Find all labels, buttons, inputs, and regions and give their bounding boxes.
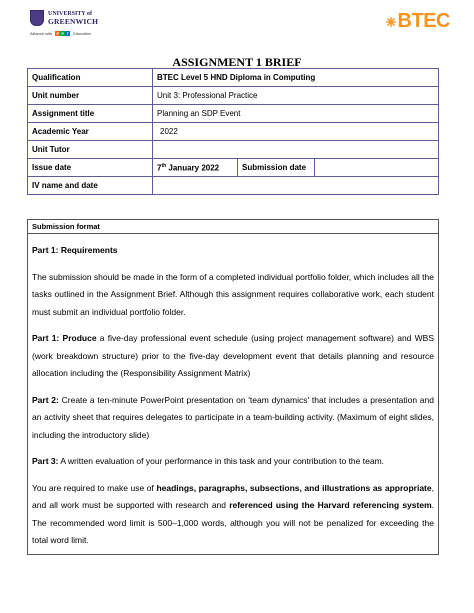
table-row [28,159,439,177]
part1-requirements-heading: Part 1: Requirements [32,245,118,255]
crest-icon [30,10,44,26]
page-title: ASSIGNMENT 1 BRIEF [172,55,302,69]
submission-date-label: Submission date [238,159,315,177]
part2-paragraph [32,392,434,445]
part3-paragraph [32,453,434,471]
req-text-e: . The recommended word limit is 500–1,000 words, although you will not be penalized for exceeding the total word limit. [32,500,434,545]
issue-date-label: Issue date [28,159,153,177]
unit-number-label: Unit number [28,87,153,105]
issue-rest: January 2022 [166,163,220,173]
unit-tutor-value [153,141,439,159]
req-text-a: You are required to make use of [32,482,157,493]
table-row [28,123,439,141]
qualification-label: Qualification [28,69,153,87]
requirements-paragraph [32,480,434,550]
issue-day: 7 [157,163,162,173]
iv-label: IV name and date [28,177,153,195]
table-row [28,177,439,195]
submission-paragraph: The submission should be made in the form of a completed individual portfolio folder, which includes all the tasks outlined in the Assignment Brief. Although this assignment requires collaborative work, each student must submit an individual portfolio folder. [32,271,434,317]
part1-label: Part 1: Produce [32,333,97,343]
assignment-title-label: Assignment title [28,105,153,123]
table-row [28,105,439,123]
academic-year-value: 2022 [153,123,439,141]
qualification-value: BTEC Level 5 HND Diploma in Computing [153,69,439,87]
part1-text: a five-day professional event schedule (using project management software) and WBS (work breakdown structure) prior to the five-day development event that details planning and resource allocation including the (Responsibility Assignment Matrix) [32,333,434,378]
btec-text: BTEC [397,10,450,32]
table-row [28,69,439,87]
table-row [28,141,439,159]
greenwich-logo [30,10,110,26]
fpt-logo-icon: F P T [56,31,69,36]
unit-tutor-label: Unit Tutor [28,141,153,159]
assignment-info-table [27,68,439,195]
btec-star-icon [386,17,396,27]
part3-label: Part 3: [32,456,59,466]
part2-text: Create a ten-minute PowerPoint presentation on 'team dynamics' that includes a presentation and an activity sheet that requires delegates to participate in a team-building activity. (Maximum of eight slides, including the introductory slide) [32,394,434,440]
uni-line2: GREENWICH [48,17,99,26]
issue-date-value [153,159,238,177]
btec-logo [386,10,450,33]
part1-paragraph [32,330,434,383]
university-logo [30,10,110,42]
unit-number-value: Unit 3: Professional Practice [153,87,439,105]
alliance-suffix: Education [73,31,92,36]
part3-text: A written evaluation of your performance in this task and your contribution to the team. [58,456,385,466]
alliance-line [30,31,110,36]
part2-label: Part 2: [32,394,59,405]
req-text-b: headings, paragraphs, subsections, and illustrations as appropriate [156,482,432,493]
assignment-title-value: Planning an SDP Event [153,105,439,123]
table-row [28,87,439,105]
uni-line1: UNIVERSITY of [48,11,92,17]
submission-format-header: Submission format [28,220,438,234]
submission-format-body [28,234,438,550]
alliance-prefix: Alliance with [30,31,53,36]
req-text-d: referenced using the Harvard referencing system [229,500,432,510]
req-text-c: , and all work must be supported with research and [32,482,434,510]
academic-year-label: Academic Year [28,123,153,141]
submission-date-value [315,159,439,177]
issue-suffix: th [161,162,167,169]
submission-format-box [27,219,439,555]
iv-value [153,177,439,195]
